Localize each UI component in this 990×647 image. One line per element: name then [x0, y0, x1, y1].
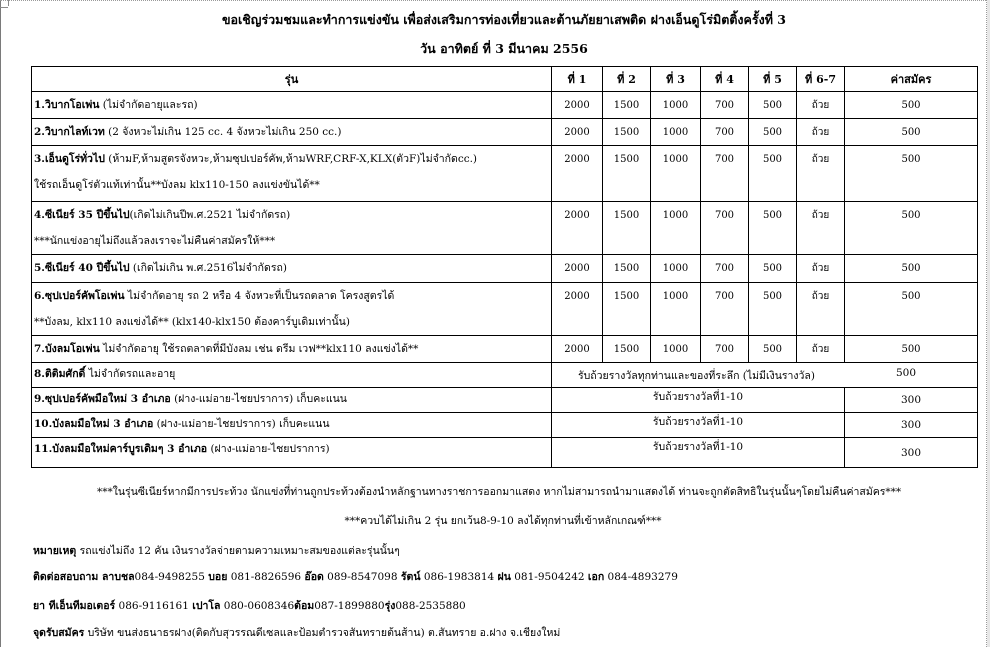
- contact-phone: 084-4893279: [604, 571, 678, 583]
- prize-value: 500: [762, 210, 783, 221]
- class-title: บังลมโอเพ่น: [44, 343, 100, 355]
- class-number: 7.: [34, 343, 45, 355]
- prize-description: รับถ้วยรางวัลที่1-10: [652, 441, 744, 453]
- prize-value: 1000: [662, 344, 689, 355]
- prize-description-cell: [552, 388, 845, 413]
- prize-value: ถ้วย: [811, 100, 830, 111]
- class-number: 10.: [34, 418, 53, 430]
- prize-value: 1000: [662, 263, 689, 274]
- class-limit-note: ***ควบได้ไม่เกิน 2 รุ่น ยกเว้น8-9-10 ลงได้ทุกท่านที่เข้าหลักเกณฑ์***: [344, 515, 662, 527]
- prize-cell: [701, 336, 749, 363]
- prize-value: 500: [762, 344, 783, 355]
- prize-cell: [603, 255, 651, 283]
- class-description: (2 จังหวะไม่เกิน 125 cc. 4 จังหวะไม่เกิน 250 cc.): [104, 126, 342, 138]
- prize-cell: [749, 336, 797, 363]
- prize-cell: [552, 336, 603, 363]
- class-name-cell: [32, 388, 552, 413]
- class-title: ติติมศักดิ์: [44, 368, 86, 380]
- prize-cell: [797, 336, 845, 363]
- class-number: 3.: [34, 153, 45, 165]
- contact-phone: 080-0608346: [220, 600, 295, 612]
- class-title: ซีเนียร์ 35 ปีขึ้นไป: [44, 209, 130, 221]
- prize-value: 700: [714, 127, 735, 138]
- contact-name: ต้อม: [294, 600, 315, 612]
- prize-cell: [651, 283, 701, 336]
- prize-value: 1000: [662, 100, 689, 111]
- prize-description-cell: [552, 413, 845, 438]
- prize-value: 700: [714, 263, 735, 274]
- class-line: [34, 363, 551, 385]
- prize-value: 500: [762, 100, 783, 111]
- class-name-cell: [32, 119, 552, 146]
- prize-description: รับถ้วยรางวัลที่1-10: [652, 391, 744, 403]
- prize-cell: [603, 146, 651, 202]
- prize-cell: [651, 119, 701, 146]
- document-title: ขอเชิญร่วมชมและทำการแข่งขัน เพื่อส่งเสริมการท่องเที่ยวและต้านภัยยาเสพติด ฝางเอ็นดูโร่มิตติ้งครั้งที่ 3: [221, 12, 787, 27]
- prize-value: 2000: [564, 344, 590, 355]
- venue-text: บริษัท ขนส่งธนาธรฝาง(ติดกับสุวรรณดีเซลและป้อมตำรวจสันทรายต้นส้าน) ต.สันทราย อ.ฝาง จ.เชียงใหม่: [84, 627, 561, 639]
- class-line: [34, 336, 551, 362]
- class-note: **บังลม, klx110 ลงแข่งได้** (klx140-klx150 ต้องคาร์บูเดิมเท่านั้น): [34, 316, 350, 328]
- entry-fee-cell: [845, 413, 978, 438]
- entry-fee-cell: [845, 202, 978, 255]
- contact-name: ลาบชล: [98, 571, 135, 583]
- class-title: บังลมมือใหม่ 3 อำเภอ: [52, 418, 154, 430]
- prize-value: 2000: [564, 263, 590, 274]
- class-title: ซุปเปอร์คัพโอเพ่น: [44, 290, 125, 302]
- class-number: 2.: [34, 126, 45, 138]
- column-header: รุ่น: [32, 67, 552, 92]
- class-title: ซุปเปอร์คัพมือใหม่ 3 อำเภอ: [44, 393, 171, 405]
- prize-value: 1500: [613, 210, 640, 221]
- entry-fee-cell: [845, 388, 978, 413]
- prize-cell: [797, 92, 845, 119]
- table-header-row: [32, 67, 978, 92]
- table-row: [32, 202, 978, 255]
- entry-fee-value: 500: [901, 263, 921, 274]
- class-number: 1.: [34, 99, 45, 111]
- entry-fee-value: 500: [901, 210, 921, 221]
- contact-name: ยา ทีเอ็นทีมอเตอร์: [33, 600, 116, 612]
- class-description: (เกิดไม่เกิน พ.ศ.2516ไม่จำกัดรถ): [129, 262, 287, 274]
- class-description: (ไม่จำกัดอายุและรถ): [99, 99, 198, 111]
- class-number: 9.: [34, 393, 45, 405]
- class-title: บังลมมือใหม่คาร์บูรเดิมๆ 3 อำเภอ: [52, 443, 208, 455]
- prize-cell: [701, 119, 749, 146]
- prize-value: 500: [762, 127, 783, 138]
- prize-cell: [797, 202, 845, 255]
- prize-cell: [749, 202, 797, 255]
- contact-phone: 089-8547098: [323, 571, 401, 583]
- prize-cell: [552, 146, 603, 202]
- contact-name: เปาโล: [192, 600, 221, 612]
- class-title: ซีเนียร์ 40 ปีขึ้นไป: [44, 262, 130, 274]
- prize-value: ถ้วย: [811, 154, 830, 165]
- prize-value: 1500: [613, 154, 640, 165]
- crop-mark: [0, 7, 8, 8]
- prize-value: 1500: [613, 100, 640, 111]
- contact-name: ฝน: [497, 571, 511, 583]
- column-header: ที่ 3: [651, 67, 701, 92]
- prize-cell: [552, 202, 603, 255]
- prize-cell: [701, 202, 749, 255]
- prize-cell: [603, 202, 651, 255]
- remark-line: [33, 542, 400, 559]
- contact-phone: 081-9504242: [510, 571, 588, 583]
- class-title: วิบากโอเพ่น: [44, 99, 100, 111]
- entry-fee-cell: [845, 119, 978, 146]
- contact-name: เอก: [587, 571, 605, 583]
- table-row: [32, 146, 978, 202]
- prize-cell: [749, 92, 797, 119]
- prize-value: 1000: [662, 154, 689, 165]
- contact-phone: 084-9498255: [134, 571, 209, 583]
- prize-value: ถ้วย: [811, 263, 830, 274]
- entry-fee-cell: [845, 146, 978, 202]
- prize-description-cell: [552, 438, 845, 468]
- prize-cell: [701, 92, 749, 119]
- prize-cell: [603, 283, 651, 336]
- prize-value: 700: [714, 154, 735, 165]
- prize-cell: [552, 255, 603, 283]
- class-line: [34, 255, 551, 281]
- prize-cell: [552, 119, 603, 146]
- class-description: ไม่จำกัดอายุ ใช้รถตลาดที่มีบังลม เช่น ดรีม เวฟ**klx110 ลงแข่งได้**: [99, 343, 419, 355]
- class-line: [34, 438, 551, 460]
- class-line: [34, 119, 551, 145]
- class-line: [34, 92, 551, 118]
- contact-line-1: [33, 568, 678, 585]
- prize-cell: [749, 119, 797, 146]
- prize-value: 1500: [613, 291, 640, 302]
- contact-phone: 086-9116161: [115, 600, 193, 612]
- class-description: (ฝาง-แม่อาย-ไชยปราการ) เก็บคะแนน: [153, 418, 330, 430]
- prize-description: รับถ้วยรางวัลทุกท่านและของที่ระลึก (ไม่มีเงินรางวัล): [578, 370, 815, 382]
- prize-cell: [651, 146, 701, 202]
- table-row: [32, 336, 978, 363]
- entry-fee-cell: [845, 92, 978, 119]
- prize-value: 2000: [564, 210, 590, 221]
- prize-value: 1500: [613, 127, 640, 138]
- contact-phone: 088-2535880: [395, 600, 466, 612]
- prize-value: 500: [762, 154, 783, 165]
- class-number: 5.: [34, 262, 45, 274]
- senior-protest-note: ***ในรุ่นซีเนียร์หากมีการประท้วง นักแข่งที่ท่านถูกประท้วงต้องนำหลักฐานทางราชการออกมาแสดง หากไม่สามารถนำมาแสดงได้ ท่านจะถูกตัดสิทธิในรุ่นนั้นๆโดยไม่คืนค่าสมัคร***: [97, 486, 902, 498]
- entry-fee-value: 300: [900, 419, 922, 431]
- contact-line-2: [33, 597, 466, 614]
- class-name-cell: [32, 92, 552, 119]
- entry-fee-value: 300: [900, 394, 922, 406]
- entry-fee-value: 500: [901, 127, 921, 138]
- prize-description-cell: [552, 363, 978, 388]
- entry-fee-value: 500: [901, 100, 921, 111]
- prize-value: 500: [762, 291, 783, 302]
- column-header: ที่ 1: [552, 67, 603, 92]
- prize-cell: [797, 283, 845, 336]
- entry-fee-value: 300: [900, 446, 922, 459]
- prize-cell: [797, 255, 845, 283]
- class-note: ใช้รถเอ็นดูโร่ตัวแท้เท่านั้น**บังลม klx110-150 ลงแข่งขันได้**: [34, 179, 320, 191]
- table-row: [32, 92, 978, 119]
- page-border-left: [0, 0, 1, 647]
- prize-cell: [552, 283, 603, 336]
- entry-fee-cell: [845, 438, 978, 468]
- table-row: [32, 413, 978, 438]
- prize-value: 1000: [662, 291, 689, 302]
- class-description: ไม่จำกัดรถและอายุ: [85, 368, 176, 380]
- table-row: [32, 438, 978, 468]
- class-description: (ฝาง-แม่อาย-ไชยปราการ) เก็บคะแนน: [170, 393, 347, 405]
- venue-line: [33, 624, 560, 641]
- class-name-cell: [32, 283, 552, 336]
- table-row: [32, 363, 978, 388]
- prize-value: 700: [714, 100, 735, 111]
- prize-value: 2000: [564, 154, 590, 165]
- entry-fee-cell: [845, 283, 978, 336]
- prize-value: 500: [762, 263, 783, 274]
- prize-value: 1500: [613, 344, 640, 355]
- prize-cell: [701, 255, 749, 283]
- class-number: 8.: [34, 368, 45, 380]
- class-name-cell: [32, 202, 552, 255]
- contact-phone: 087-1899880: [314, 600, 385, 612]
- prize-cell: [603, 336, 651, 363]
- prize-cell: [701, 146, 749, 202]
- entry-fee-cell: [845, 336, 978, 363]
- prize-value: 2000: [564, 100, 590, 111]
- contact-name: อ๊อด: [304, 571, 324, 583]
- remark-label: หมายเหตุ: [33, 545, 77, 557]
- class-description: ไม่จำกัดอายุ รถ 2 หรือ 4 จังหวะที่เป็นรถตลาด โครงสูตรได้: [124, 290, 395, 302]
- class-number: 6.: [34, 290, 45, 302]
- prize-cell: [749, 146, 797, 202]
- prize-value: 700: [714, 210, 735, 221]
- entry-fee-cell: [845, 255, 978, 283]
- venue-label: จุดรับสมัคร: [33, 627, 85, 639]
- entry-fee-value: 500: [901, 344, 921, 355]
- table-row: [32, 283, 978, 336]
- class-line: [34, 413, 551, 435]
- page-border-top: [0, 0, 990, 1]
- class-description: (ห้ามF,ห้ามสูตรจังหวะ,ห้ามซุปเปอร์คัพ,ห้ามWRF,CRF-X,KLX(ตัวF)ไม่จำกัดcc.): [104, 153, 478, 165]
- prize-value: 1500: [613, 263, 640, 274]
- table-row: [32, 388, 978, 413]
- contact-phone: 086-1983814: [420, 571, 498, 583]
- class-title: วิบากไลท์เวท: [44, 126, 105, 138]
- prize-cell: [651, 202, 701, 255]
- class-name-cell: [32, 438, 552, 468]
- prize-cell: [603, 119, 651, 146]
- entry-fee-value: 500: [901, 291, 921, 302]
- class-line: [34, 388, 551, 410]
- table-row: [32, 119, 978, 146]
- entry-fee-value: 500: [896, 367, 917, 379]
- prize-cell: [651, 336, 701, 363]
- prize-value: ถ้วย: [811, 291, 830, 302]
- table-row: [32, 255, 978, 283]
- prize-cell: [552, 92, 603, 119]
- contact-label: ติดต่อสอบถาม: [33, 571, 99, 583]
- prize-value: 2000: [564, 127, 590, 138]
- contact-name: รัตน์: [400, 571, 421, 583]
- prize-value: 2000: [564, 291, 590, 302]
- class-name-cell: [32, 255, 552, 283]
- class-name-cell: [32, 146, 552, 202]
- remark-text: รถแข่งไม่ถึง 12 คัน เงินรางวัลจ่ายตามความเหมาะสมของแต่ละรุ่นนั้นๆ: [76, 545, 400, 557]
- class-description: (เกิดไม่เกินปีพ.ศ.2521 ไม่จำกัดรถ): [129, 209, 291, 221]
- class-name-cell: [32, 413, 552, 438]
- class-description: (ฝาง-แม่อาย-ไชยปราการ): [207, 443, 330, 455]
- class-note: ***นักแข่งอายุไม่ถึงแล้วลงเราจะไม่คืนค่าสมัครให้***: [34, 235, 276, 247]
- prize-cell: [749, 283, 797, 336]
- column-header: ที่ 6-7: [797, 67, 845, 92]
- prize-value: 1000: [662, 210, 689, 221]
- contact-name: บอย: [208, 571, 228, 583]
- race-classes-table: [31, 66, 978, 468]
- class-number: 4.: [34, 209, 45, 221]
- event-date: วัน อาทิตย์ ที่ 3 มีนาคม 2556: [420, 41, 588, 56]
- column-header: ค่าสมัคร: [845, 67, 978, 92]
- class-line: [34, 283, 551, 309]
- class-number: 11.: [34, 443, 53, 455]
- prize-value: 700: [714, 291, 735, 302]
- class-title: เอ็นดูโร่ทั่วไป: [44, 153, 105, 165]
- prize-cell: [749, 255, 797, 283]
- prize-cell: [797, 119, 845, 146]
- prize-cell: [603, 92, 651, 119]
- prize-cell: [701, 283, 749, 336]
- column-header: ที่ 4: [701, 67, 749, 92]
- entry-fee-value: 500: [901, 154, 921, 165]
- contact-name: รุ่ง: [384, 600, 396, 612]
- class-name-cell: [32, 336, 552, 363]
- prize-cell: [651, 92, 701, 119]
- prize-value: 700: [714, 344, 735, 355]
- prize-value: 1000: [662, 127, 689, 138]
- prize-value: ถ้วย: [811, 344, 830, 355]
- class-line: [34, 202, 551, 228]
- crop-mark: [8, 0, 9, 6]
- contact-phone: 081-8826596: [227, 571, 305, 583]
- column-header: ที่ 2: [603, 67, 651, 92]
- class-line: [34, 146, 551, 172]
- prize-value: ถ้วย: [811, 210, 830, 221]
- class-name-cell: [32, 363, 552, 388]
- prize-cell: [797, 146, 845, 202]
- prize-value: ถ้วย: [811, 127, 830, 138]
- column-header: ที่ 5: [749, 67, 797, 92]
- prize-description: รับถ้วยรางวัลที่1-10: [652, 416, 744, 428]
- prize-cell: [651, 255, 701, 283]
